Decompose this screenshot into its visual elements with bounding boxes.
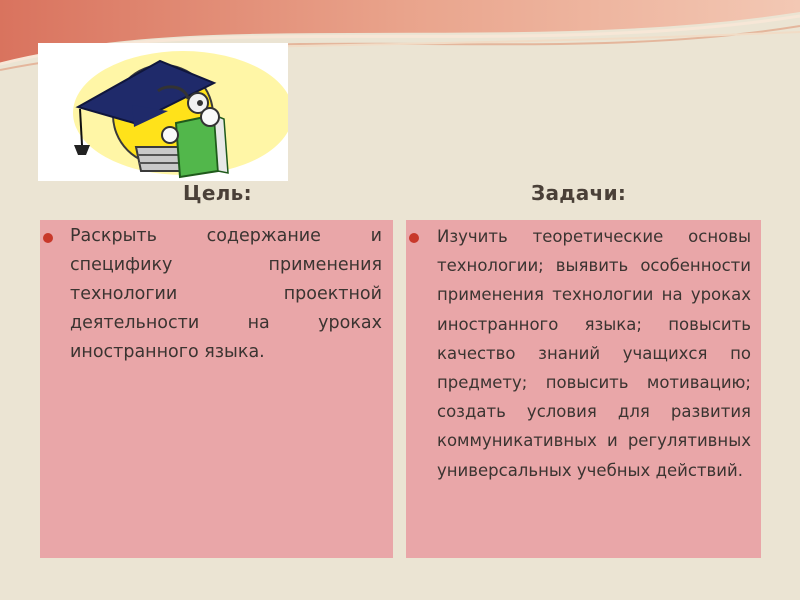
bullet-dot-icon: [43, 233, 53, 243]
goal-panel: [40, 220, 393, 558]
tasks-text: Изучить теоретические основы технологии; выявить особенности применения технологии на уроках иностранного языка; повысить качество знаний учащихся по предмету; повысить мотивацию; создать условия для развития коммуникативных и регулятивных универсальных учебных действий.: [437, 227, 751, 480]
lightbulb-graduate-icon: [38, 43, 288, 181]
tasks-panel: [406, 220, 761, 558]
bullet-dot-icon: [409, 233, 419, 243]
goal-heading: Цель:: [183, 181, 252, 205]
tasks-heading: Задачи:: [531, 181, 627, 205]
goal-text: Раскрыть содержание и специфику применения технологии проектной деятельности на уроках иностранного языка.: [70, 226, 382, 362]
